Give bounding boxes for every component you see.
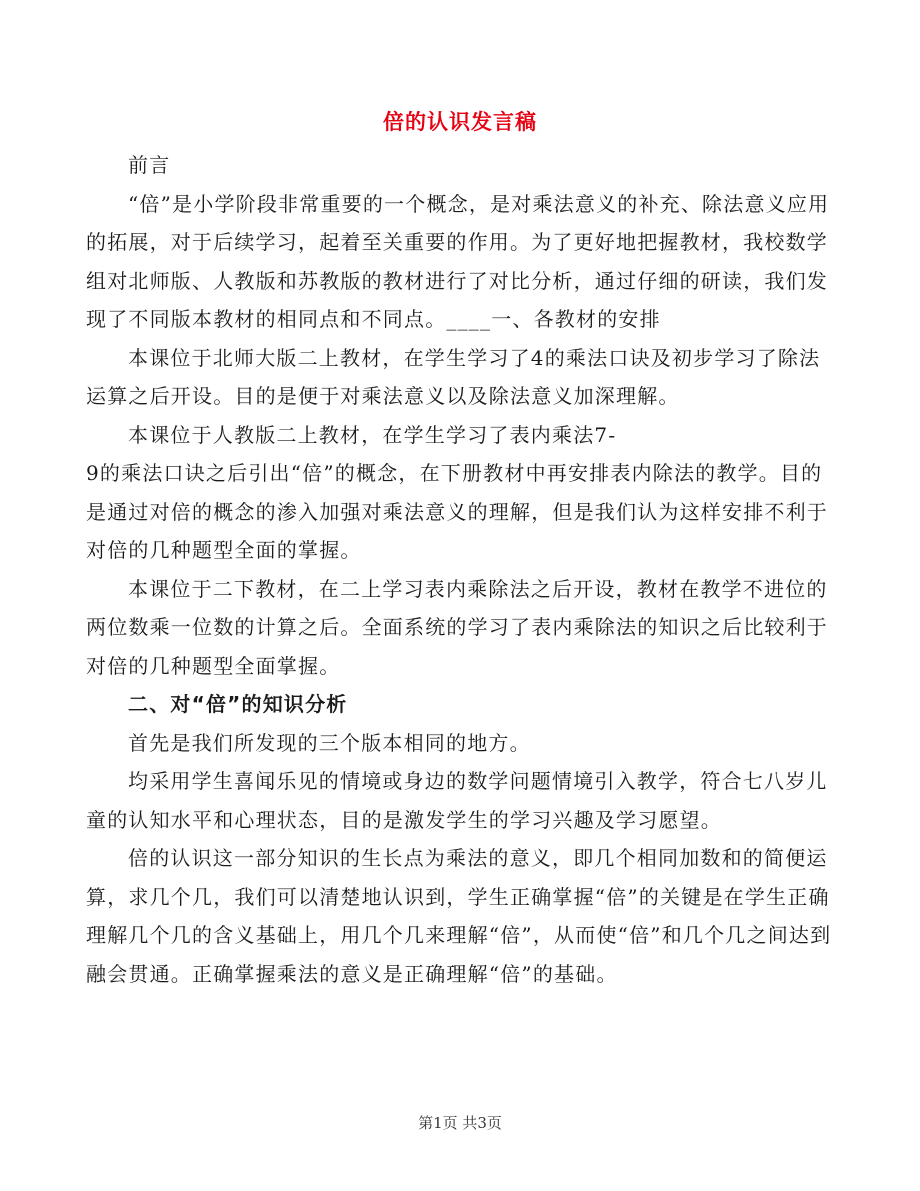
page-footer: 第1页 共3页 xyxy=(418,1114,502,1132)
paragraph-intro: “倍”是小学阶段非常重要的一个概念，是对乘法意义的补充、除法意义应用的拓展，对于后续学习，起着至关重要的作用。为了更好地把握教材，我校数学组对北师版、人教版和苏教版的教材进行了对比分析，通过仔细的研读，我们发现了不同版本教材的相同点和不同点。____一、各教材的安排 xyxy=(86,191,830,331)
paragraph-renjiao-line2: 9的乘法口诀之后引出“倍”的概念，在下册教材中再安排表内除法的教学。目的是通过对倍的概念的渗入加强对乘法意义的理解，但是我们认为这样安排不利于对倍的几种题型全面的掌握。 xyxy=(86,461,828,562)
paragraph-similarities: 首先是我们所发现的三个版本相同的地方。 xyxy=(128,730,531,755)
paragraph-renjiao-line1: 本课位于人教版二上教材，在学生学习了表内乘法7- xyxy=(128,422,617,447)
document-title: 倍的认识发言稿 xyxy=(383,110,537,134)
paragraph-situations: 均采用学生喜闻乐见的情境或身边的数学问题情境引入教学，符合七八岁儿童的认知水平和心理状态，目的是激发学生的学习兴趣及学习愿望。 xyxy=(86,769,828,832)
section-heading-analysis: 二、对“倍”的知识分析 xyxy=(128,692,348,716)
paragraph-sujiao: 本课位于二下教材，在二上学习表内乘除法之后开设，教材在教学不进位的两位数乘一位数的计算之后。全面系统的学习了表内乘除法的知识之后比较利于对倍的几种题型全面掌握。 xyxy=(86,576,828,678)
paragraph-growth-point: 倍的认识这一部分知识的生长点为乘法的意义，即几个相同加数和的简便运算，求几个几，我们可以清楚地认识到，学生正确掌握“倍”的关键是在学生正确理解几个几的含义基础上，用几个几来理解“倍”，从而使“倍”和几个几之间达到融会贯通。正确掌握乘法的意义是正确理解“倍”的基础。 xyxy=(86,846,832,986)
paragraph-beishida: 本课位于北师大版二上教材，在学生学习了4的乘法口诀及初步学习了除法运算之后开设。目的是便于对乘法意义以及除法意义加深理解。 xyxy=(86,345,821,408)
document-body xyxy=(86,146,834,993)
preface-label: 前言 xyxy=(128,153,171,177)
